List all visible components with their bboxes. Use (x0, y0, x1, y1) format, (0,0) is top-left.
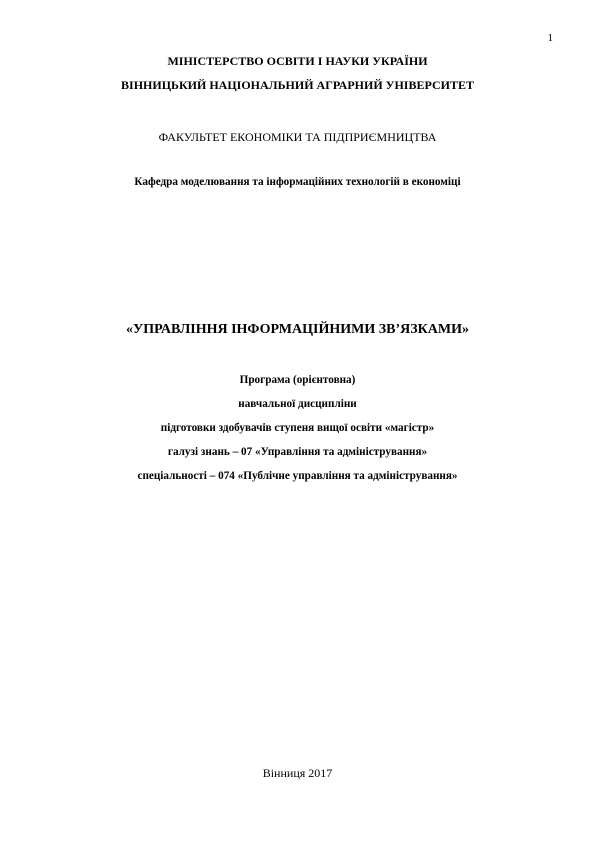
degree-line: підготовки здобувачів ступеня вищої освіти «магістр» (160, 422, 435, 434)
program-label: Програма (орієнтовна) (239, 374, 356, 386)
field-of-knowledge-line: галузі знань – 07 «Управління та адміністрування» (167, 446, 428, 458)
city-year: Вінниця 2017 (262, 766, 333, 780)
page-number: 1 (547, 32, 553, 44)
specialty-line: спеціальності – 074 «Публічне управління та адміністрування» (137, 470, 458, 482)
department-heading: Кафедра моделювання та інформаційних технологій в економіці (134, 176, 461, 188)
ministry-heading: МІНІСТЕРСТВО ОСВІТИ І НАУКИ УКРАЇНИ (167, 54, 428, 68)
discipline-title: «УПРАВЛІННЯ ІНФОРМАЦІЙНИМИ ЗВ’ЯЗКАМИ» (125, 322, 469, 337)
faculty-heading: ФАКУЛЬТЕТ ЕКОНОМІКИ ТА ПІДПРИЄМНИЦТВА (158, 130, 437, 144)
university-heading: ВІННИЦЬКИЙ НАЦІОНАЛЬНИЙ АГРАРНИЙ УНІВЕРСИТЕТ (121, 78, 474, 92)
discipline-label: навчальної дисципліни (238, 398, 357, 410)
